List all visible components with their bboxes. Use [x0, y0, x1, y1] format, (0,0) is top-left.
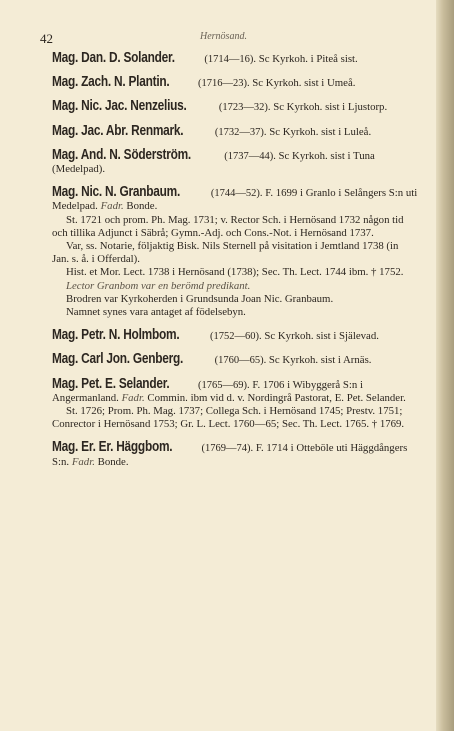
entry-haggbom: [52, 441, 418, 468]
father-text: Commin. ibm vid d. v. Nordingrå Pastorat, E. Pet. Selander.: [147, 391, 406, 404]
entry-paragraph: Namnet synes vara antaget af födelsebyn.: [66, 306, 246, 319]
father-text: Bonde.: [97, 455, 129, 468]
entry-name: Mag. Jac. Abr. Renmark.: [52, 122, 184, 139]
entry-text: Sc Kyrkoh. sist i Luleå.: [269, 125, 372, 138]
entry-plantin: [52, 76, 418, 90]
entry-paragraph: St. 1726; Prom. Ph. Mag. 1737; Collega Sch. i Hernösand 1745; Prestv. 1751; Conrector i Hernösand 1753; Gr. L. Lect. 1760—65; Sec. Th. Lect. 1765. † 1769.: [52, 405, 405, 431]
entry-text: Sc Kyrkoh. sist i Ljustorp.: [273, 101, 388, 114]
father-label: Fadr.: [71, 455, 95, 468]
father-label: Fadr.: [100, 200, 124, 213]
entry-dates: (1732—37).: [214, 126, 267, 138]
entry-text: Sc Kyrkoh. sist i Arnäs.: [268, 354, 372, 367]
entry-renmark: [52, 122, 418, 139]
entry-dates: (1716—23).: [197, 78, 250, 90]
entry-name: Mag. Dan. D. Solander.: [52, 50, 175, 66]
entry-dates: (1723—32).: [218, 102, 271, 114]
entry-dates: (1737—44).: [224, 150, 276, 162]
entry-holmbom: [52, 329, 418, 343]
running-head: Hernösand.: [200, 31, 247, 42]
entry-text: F. 1706 i Wibyggerå S:n i Angermanland.: [52, 378, 363, 404]
entry-nenzelius: [52, 100, 418, 114]
entry-text: F. 1714 i Otteböle uti Häggdångers S:n.: [52, 442, 408, 468]
entry-paragraph: St. 1721 och prom. Ph. Mag. 1731; v. Rector Sch. i Hernösand 1732 någon tid och tillika Adjunct i Säbrå; Gymn.-Adj. och Cons.-Not. i Hernösand 1737.: [52, 213, 404, 239]
entry-name: Mag. Nic. N. Granbaum.: [52, 184, 181, 201]
page-number: 42: [40, 31, 53, 46]
entry-dates: (1744—52).: [210, 188, 263, 200]
father-text: Bonde.: [126, 200, 158, 213]
entry-text: Sc Kyrkoh. sist i Umeå.: [252, 77, 356, 90]
entry-dates: (1714—16).: [204, 54, 257, 65]
entry-paragraph: Hist. et Mor. Lect. 1738 i Hernösand (1738); Sec. Th. Lect. 1744 ibm. † 1752.: [66, 266, 404, 279]
book-spine-shadow: [436, 0, 454, 731]
entry-selander: [52, 375, 418, 432]
entry-name: Mag. Zach. N. Plantin.: [52, 74, 170, 91]
entry-name: Mag. And. N. Söderström.: [52, 146, 191, 163]
entry-name: Mag. Nic. Jac. Nenzelius.: [52, 98, 187, 115]
father-label: Fadr.: [121, 391, 145, 404]
entry-solander: [52, 52, 418, 66]
entry-dates: (1765—69).: [198, 379, 250, 391]
page-content: [52, 52, 418, 479]
entry-paragraph: Var, ss. Notarie, följaktig Bisk. Nils Sternell på visitation i Jemtland 1738 (in Jan. s. å. i Offerdal).: [52, 240, 399, 266]
entry-paragraph: Lector Granbom var en berömd predikant.: [66, 279, 251, 292]
entry-dates: (1760—65).: [214, 355, 267, 367]
entry-paragraph: Brodren var Kyrkoherden i Grundsunda Joan Nic. Granbaum.: [66, 292, 334, 305]
entry-name: Mag. Er. Er. Häggbom.: [52, 439, 173, 456]
entry-text: Sc Kyrkoh. sist i Själevad.: [264, 330, 379, 343]
entry-name: Mag. Petr. N. Holmbom.: [52, 327, 180, 344]
entry-text: Sc Kyrkoh. i Piteå sist.: [258, 53, 358, 65]
entry-text: Sc Kyrkoh. sist i Tuna (Medelpad).: [52, 149, 375, 176]
entry-dates: (1769—74).: [201, 443, 254, 455]
entry-name: Mag. Pet. E. Selander.: [52, 375, 170, 392]
entry-text: F. 1699 i Granlo i Selångers S:n uti Medelpad.: [52, 187, 418, 213]
entry-soderstrom: [52, 146, 418, 176]
entry-genberg: [52, 353, 418, 367]
entry-name: Mag. Carl Jon. Genberg.: [52, 351, 184, 368]
entry-granbaum: [52, 186, 418, 319]
entry-dates: (1752—60).: [210, 331, 262, 343]
